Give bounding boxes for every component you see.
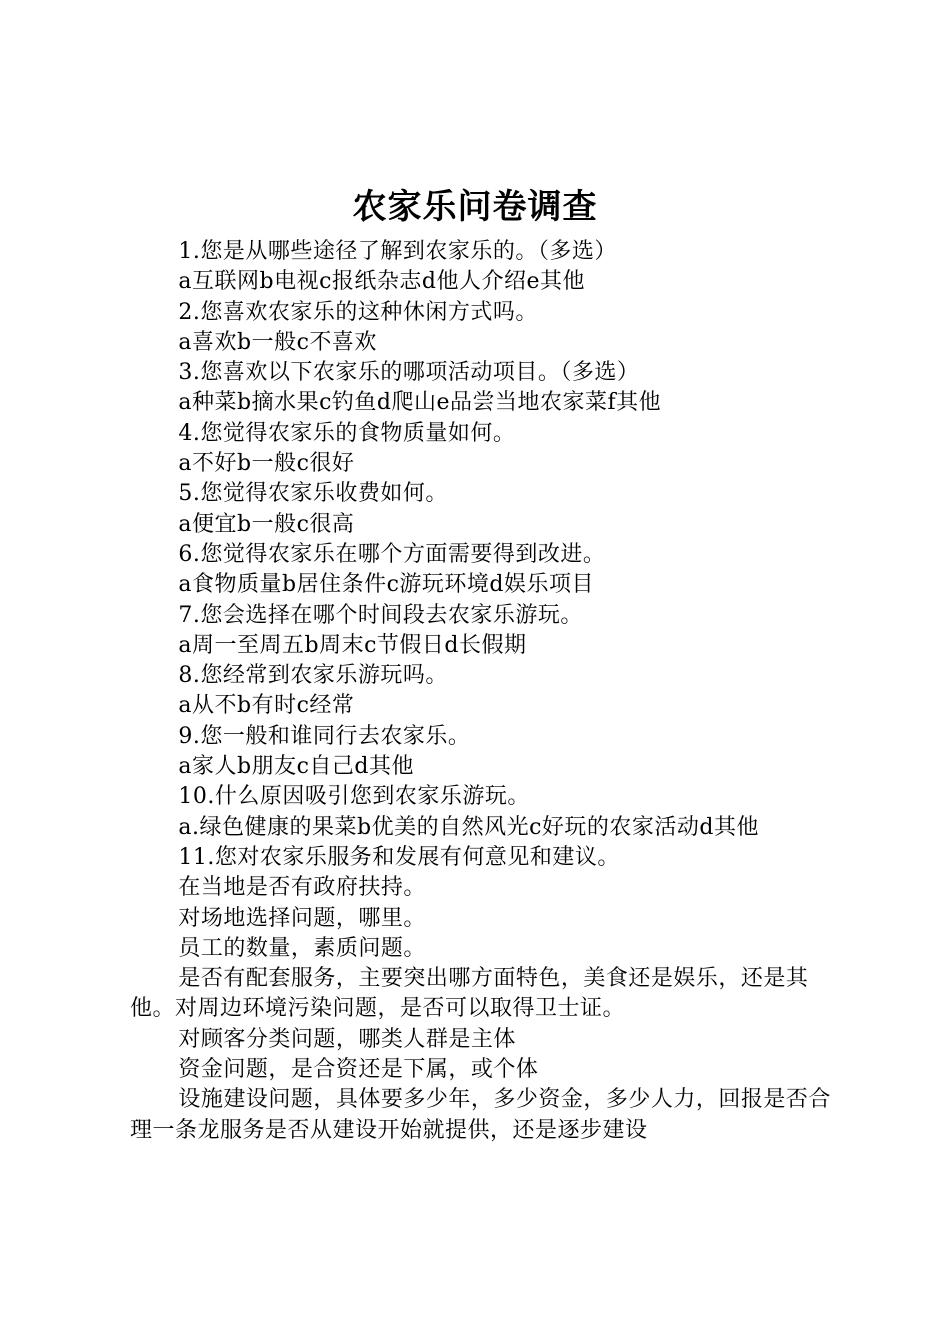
paragraph: 7.您会选择在哪个时间段去农家乐游玩。 — [178, 602, 583, 628]
paragraph: 对场地选择问题，哪里。 — [178, 905, 426, 931]
paragraph: 9.您一般和谁同行去农家乐。 — [178, 723, 471, 749]
paragraph: 在当地是否有政府扶持。 — [178, 875, 426, 901]
paragraph: 8.您经常到农家乐游玩吗。 — [178, 663, 448, 689]
paragraph: 11.您对农家乐服务和发展有何意见和建议。 — [178, 844, 620, 870]
paragraph: 是否有配套服务，主要突出哪方面特色，美食还是娱乐，还是其他。对周边环境污染问题，是否可以取得卫士证。 — [130, 966, 809, 1022]
paragraph: 1.您是从哪些途径了解到农家乐的。（多选） — [178, 239, 617, 264]
paragraph: 4.您觉得农家乐的食物质量如何。 — [178, 420, 516, 446]
paragraph: a家人b朋友c自己d其他 — [178, 754, 414, 780]
paragraph: a.绿色健康的果菜b优美的自然风光c好玩的农家活动d其他 — [178, 814, 759, 840]
paragraph: a互联网b电视c报纸杂志d他人介绍e其他 — [178, 269, 586, 295]
paragraph: a种菜b摘水果c钓鱼d爬山e品尝当地农家菜f其他 — [178, 390, 662, 416]
document-title: 农家乐问卷调查 — [352, 187, 598, 227]
paragraph: a食物质量b居住条件c游玩环境d娱乐项目 — [178, 572, 594, 598]
paragraph: 设施建设问题，具体要多少年，多少资金，多少人力，回报是否合理一条龙服务是否从建设开始就提供，还是逐步建设 — [130, 1087, 831, 1143]
paragraph: 3.您喜欢以下农家乐的哪项活动项目。（多选） — [178, 360, 640, 386]
paragraph: 2.您喜欢农家乐的这种休闲方式吗。 — [178, 299, 538, 325]
paragraph: a喜欢b一般c不喜欢 — [178, 329, 377, 355]
paragraph: 6.您觉得农家乐在哪个方面需要得到改进。 — [178, 541, 606, 567]
paragraph: a不好b一般c很好 — [178, 451, 355, 477]
paragraph: a周一至周五b周末c节假日d长假期 — [178, 632, 527, 658]
paragraph: a从不b有时c经常 — [178, 693, 355, 719]
document-body — [130, 237, 836, 1146]
paragraph: 对顾客分类问题，哪类人群是主体 — [178, 1026, 516, 1052]
paragraph: a便宜b一般c很高 — [178, 511, 355, 537]
paragraph: 5.您觉得农家乐收费如何。 — [178, 481, 448, 507]
paragraph: 10.什么原因吸引您到农家乐游玩。 — [178, 784, 530, 810]
paragraph: 员工的数量，素质问题。 — [178, 935, 426, 961]
paragraph: 资金问题，是合资还是下属，或个体 — [178, 1057, 539, 1083]
